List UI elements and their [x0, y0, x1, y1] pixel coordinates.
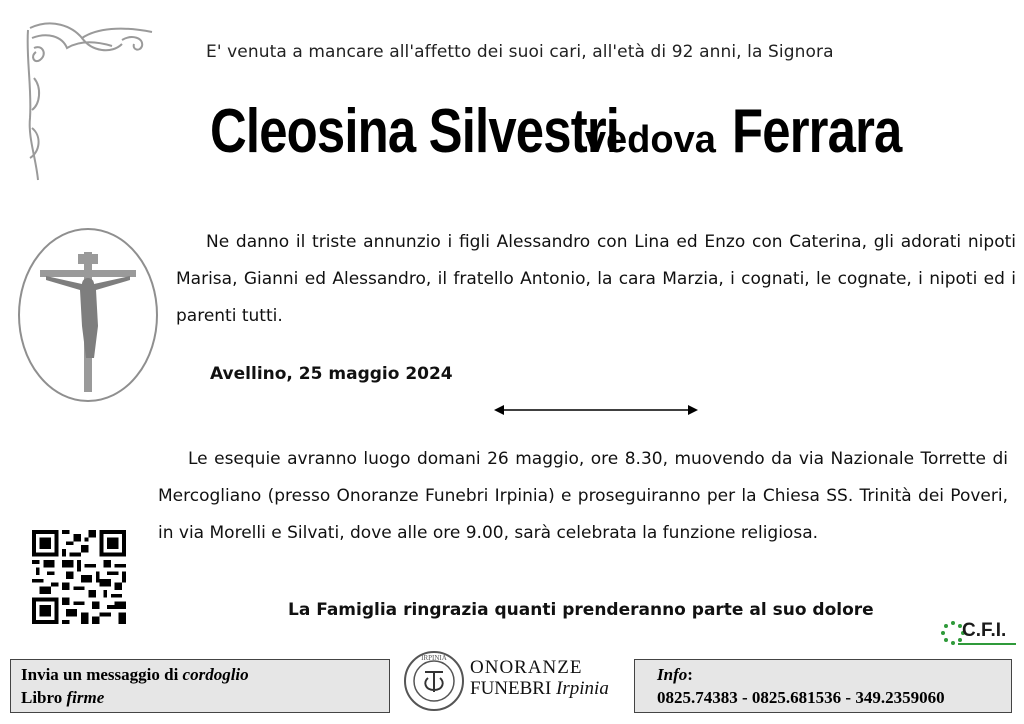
funeral-body: Le esequie avranno luogo domani 26 maggio, ore 8.30, muovendo da via Nazionale Torrette di Mercogliano (presso Onoranze Funebri Irpinia) e proseguiranno per la Chiesa SS. Trinità dei Poveri, in via Morelli e Silvati, dove alle ore 9.00, sarà celebrata la funzione religiosa.: [158, 449, 1008, 543]
place-date: Avellino, 25 maggio 2024: [210, 364, 453, 384]
condolence-panel[interactable]: [10, 659, 390, 713]
logo-ring-text: IRPINIA: [421, 654, 447, 662]
condolence-label: Invia un messaggio di: [21, 665, 183, 684]
crucifix-icon: [16, 226, 160, 404]
info-phones[interactable]: 0825.74383 - 0825.681536 - 349.2359060: [657, 688, 945, 707]
cfi-label: C.F.I.: [962, 620, 1007, 641]
thanks-text: La Famiglia ringrazia quanti prenderanno parte al suo dolore: [288, 600, 874, 620]
guestbook-link[interactable]: firme: [66, 688, 105, 707]
qr-code-icon[interactable]: [32, 530, 126, 624]
cfi-logo-icon: [940, 618, 1018, 648]
intro-text: E' venuta a mancare all'affetto dei suoi cari, all'età di 92 anni, la Signora: [206, 42, 834, 62]
announcement-text: [176, 224, 1016, 335]
funeral-home-line2: FUNEBRI: [470, 678, 557, 699]
funeral-home-line1: ONORANZE: [470, 657, 583, 678]
guestbook-label: Libro: [21, 688, 67, 707]
condolence-link[interactable]: cordoglio: [182, 665, 249, 684]
deceased-first-name: Cleosina Silvestri: [210, 97, 620, 166]
info-label: Info: [657, 665, 688, 684]
funeral-details: [158, 441, 1008, 552]
funeral-home-line2-italic: Irpinia: [556, 678, 609, 699]
info-panel: [634, 659, 1012, 713]
double-arrow-icon: [494, 403, 698, 417]
deceased-widow-label: vedova: [584, 119, 716, 161]
funeral-home-name: [470, 657, 609, 699]
funeral-home-logo-icon: [403, 650, 465, 712]
info-colon: :: [687, 665, 693, 684]
corner-flourish-icon: [22, 18, 162, 188]
announcement-body: Ne danno il triste annunzio i figli Alessandro con Lina ed Enzo con Caterina, gli adorati nipoti Marisa, Gianni ed Alessandro, il fratello Antonio, la cara Marzia, i cognati, le cognate, i nipoti ed i parenti tutti.: [176, 232, 1016, 326]
deceased-name: [210, 96, 1000, 186]
deceased-married-name: Ferrara: [731, 97, 902, 166]
